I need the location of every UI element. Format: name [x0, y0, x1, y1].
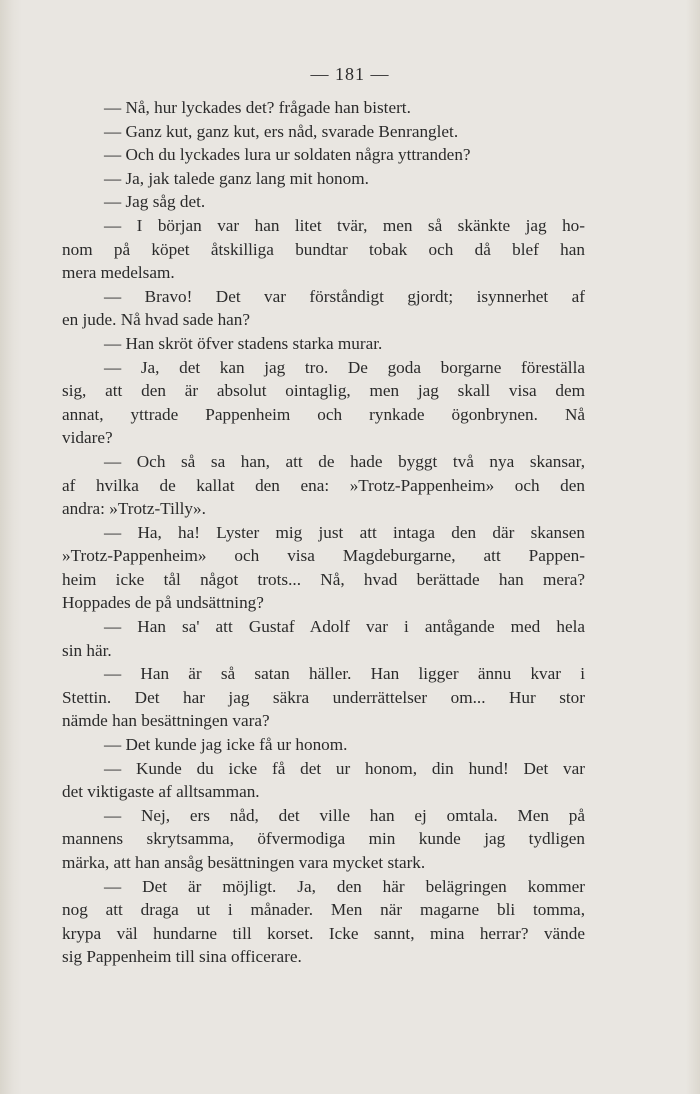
text-line: — Ja, det kan jag tro. De goda borgarne föreställa: [104, 357, 585, 377]
text-line: — Nej, ers nåd, det ville han ej omtala. Men på: [104, 805, 585, 825]
text-line: Stettin. Det har jag säkra underrättelser om... Hur stor: [62, 687, 585, 707]
text-line: det viktigaste af alltsamman.: [62, 782, 260, 802]
text-line: mannens skrytsamma, öfvermodiga min kunde jag tydligen: [62, 829, 585, 849]
body-text: [62, 96, 585, 969]
text-line: sig, att den är absolut ointaglig, men jag skall visa dem: [62, 381, 585, 401]
text-line: vidare?: [62, 428, 113, 448]
text-line: — Jag såg det.: [104, 192, 206, 212]
text-line: — Och så sa han, att de hade byggt två nya skansar,: [104, 451, 585, 471]
text-line: heim icke tål något trots... Nå, hvad berättade han mera?: [62, 569, 585, 589]
text-line: sig Pappenheim till sina officerare.: [62, 947, 302, 967]
text-line: mera medelsam.: [62, 263, 175, 283]
text-line: af hvilka de kallat den ena: »Trotz-Pappenheim» och den: [62, 475, 585, 495]
text-line: — Nå, hur lyckades det? frågade han bistert.: [104, 98, 411, 117]
text-line: — Kunde du icke få det ur honom, din hund! Det var: [104, 758, 585, 778]
book-spine-shadow: [0, 0, 22, 1094]
text-line: — Det är möjligt. Ja, den här belägringen kommer: [104, 876, 585, 896]
text-line: nom på köpet åtskilliga bundtar tobak och då blef han: [62, 239, 585, 259]
text-line: — I början var han litet tvär, men så skänkte jag ho-: [104, 215, 585, 235]
text-line: — Han skröt öfver stadens starka murar.: [104, 333, 383, 353]
text-line: en jude. Nå hvad sade han?: [62, 310, 251, 330]
text-line: — Ja, jak talede ganz lang mit honom.: [104, 168, 369, 188]
text-line: nämde han besättningen vara?: [62, 711, 270, 731]
text-line: »Trotz-Pappenheim» och visa Magdeburgarne, att Pappen-: [62, 546, 585, 566]
text-line: sin här.: [62, 640, 112, 660]
text-line: — Bravo! Det var förståndigt gjordt; isynnerhet af: [104, 286, 585, 306]
text-line: — Han är så satan häller. Han ligger ännu kvar i: [104, 664, 585, 684]
text-line: Hoppades de på undsättning?: [62, 593, 264, 613]
page-edge: [686, 0, 700, 1094]
text-line: — Och du lyckades lura ur soldaten några yttranden?: [104, 145, 471, 165]
text-line: — Han sa' att Gustaf Adolf var i antågande med hela: [104, 617, 585, 637]
text-line: krypa väl hundarne till korset. Icke sannt, mina herrar? vände: [62, 923, 585, 943]
text-line: andra: »Trotz-Tilly».: [62, 499, 206, 519]
text-line: — Ganz kut, ganz kut, ers nåd, svarade Benranglet.: [104, 121, 459, 141]
text-line: märka, att han ansåg besättningen vara mycket stark.: [62, 853, 426, 872]
text-line: nog att draga ut i månader. Men när magarne bli tomma,: [62, 900, 585, 920]
text-line: — Ha, ha! Lyster mig just att intaga den där skansen: [104, 522, 585, 542]
text-line: — Det kunde jag icke få ur honom.: [104, 735, 348, 755]
page-number: — 181 —: [310, 64, 390, 84]
text-line: annat, yttrade Pappenheim och rynkade ögonbrynen. Nå: [62, 404, 585, 424]
